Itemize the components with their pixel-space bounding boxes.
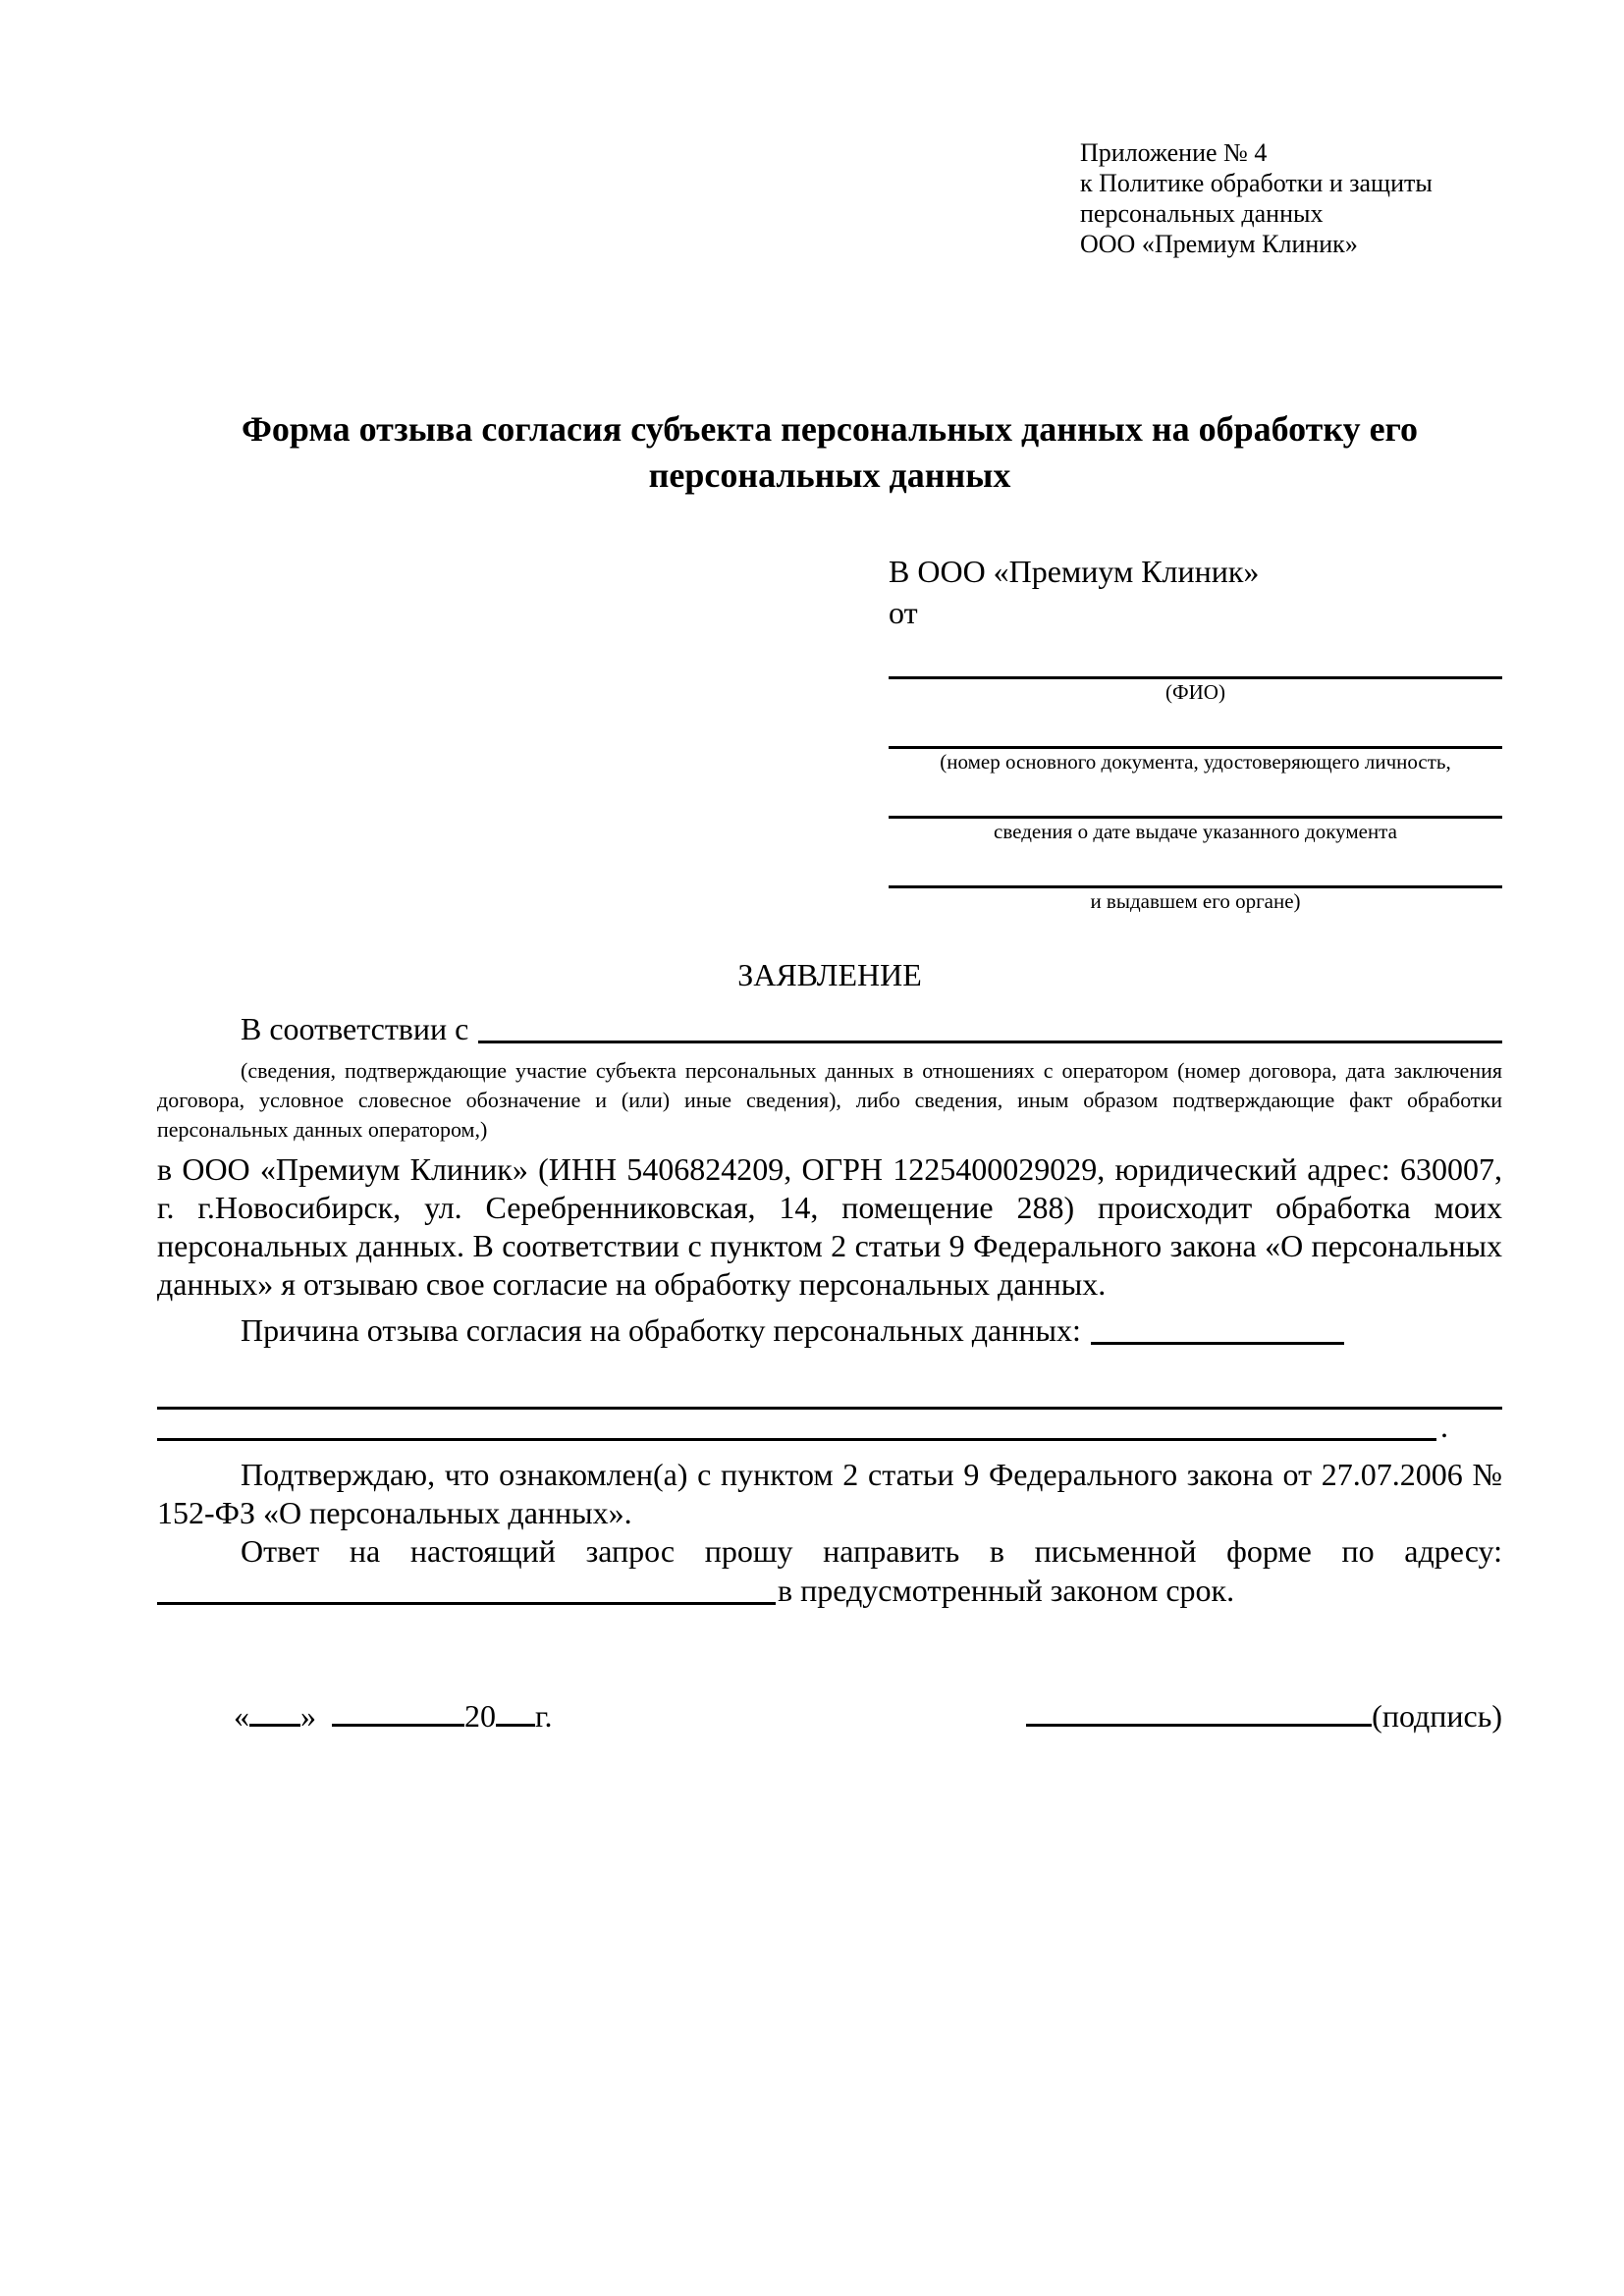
basis-footnote: (сведения, подтверждающие участие субъекта персональных данных в отношениях с оператором (номер договора, дата заключения договора, условное словесное обозначение и (или) иные сведения), либо сведения, иным образом подтверждающие факт обработки персональных данных оператором,) <box>157 1058 1502 1142</box>
document-number-blank-line <box>889 740 1502 749</box>
date-open-quote: « <box>234 1698 249 1734</box>
statement-heading: ЗАЯВЛЕНИЕ <box>737 957 922 992</box>
appendix-header-line: к Политике обработки и защиты <box>1080 169 1433 197</box>
form-title: Форма отзыва согласия субъекта персональных данных на обработку его персональных данных <box>241 409 1419 495</box>
fio-caption: (ФИО) <box>1165 680 1225 704</box>
appendix-header <box>1080 137 1502 259</box>
reason-row <box>157 1311 1502 1350</box>
issuing-authority-caption: и выдавшем его органе) <box>1090 889 1301 913</box>
reply-suffix: в предусмотренный законом срок. <box>778 1573 1235 1608</box>
addressee-to: В ООО «Премиум Клиник» <box>889 554 1260 589</box>
addressee-from-label: от <box>889 595 918 630</box>
issue-date-caption: сведения о дате выдаче указанного документа <box>994 820 1397 843</box>
signature-group <box>1026 1696 1502 1735</box>
intro-prefix: В соответствии с <box>241 1011 469 1046</box>
document-number-caption: (номер основного документа, удостоверяющего личность, <box>940 750 1451 774</box>
date-era-suffix: г. <box>535 1698 553 1734</box>
footer-row <box>157 1696 1502 1735</box>
appendix-header-line: ООО «Премиум Клиник» <box>1080 230 1358 258</box>
date-year-blank <box>496 1724 535 1727</box>
signature-blank-line <box>1026 1724 1372 1727</box>
date-day-blank <box>249 1724 300 1727</box>
reason-extra-blank-line-1 <box>157 1363 1502 1410</box>
basis-blank-line <box>478 1041 1502 1043</box>
reason-terminator: . <box>1440 1409 1448 1444</box>
appendix-header-line: персональных данных <box>1080 199 1324 228</box>
fio-blank-line <box>889 670 1502 679</box>
reason-extra-blank-line-2 <box>157 1410 1502 1446</box>
date-close-quote: » <box>300 1698 316 1734</box>
issue-date-blank-line <box>889 810 1502 819</box>
addressee-block <box>889 551 1502 914</box>
intro-row <box>157 1010 1502 1048</box>
reply-request-line: Ответ на настоящий запрос прошу направить в письменной форме по адресу: <box>241 1533 1502 1569</box>
date-century: 20 <box>464 1698 496 1734</box>
reply-address-row <box>157 1571 1502 1610</box>
appendix-header-line: Приложение № 4 <box>1080 138 1268 167</box>
issuing-authority-blank-line <box>889 880 1502 888</box>
reason-blank-line <box>1091 1342 1344 1345</box>
signature-caption: (подпись) <box>1372 1698 1502 1734</box>
reply-address-blank-line <box>157 1602 776 1605</box>
reason-label: Причина отзыва согласия на обработку персональных данных: <box>241 1312 1081 1348</box>
date-group <box>234 1696 553 1735</box>
date-month-blank <box>332 1724 464 1727</box>
body-paragraph: в ООО «Премиум Клиник» (ИНН 5406824209, ОГРН 1225400029029, юридический адрес: 630007, г. г.Новосибирск, ул. Серебренниковская, 14, помещение 288) происходит обработка моих персональных данных. В соответствии с пунктом 2 статьи 9 Федерального закона «О персональных данных» я отзываю свое согласие на обработку персональных данных. <box>157 1151 1502 1302</box>
confirmation-paragraph: Подтверждаю, что ознакомлен(а) с пунктом 2 статьи 9 Федерального закона от 27.07.2006 № 152-ФЗ «О персональных данных». <box>157 1457 1502 1530</box>
reason-blank-line-2 <box>157 1438 1436 1441</box>
